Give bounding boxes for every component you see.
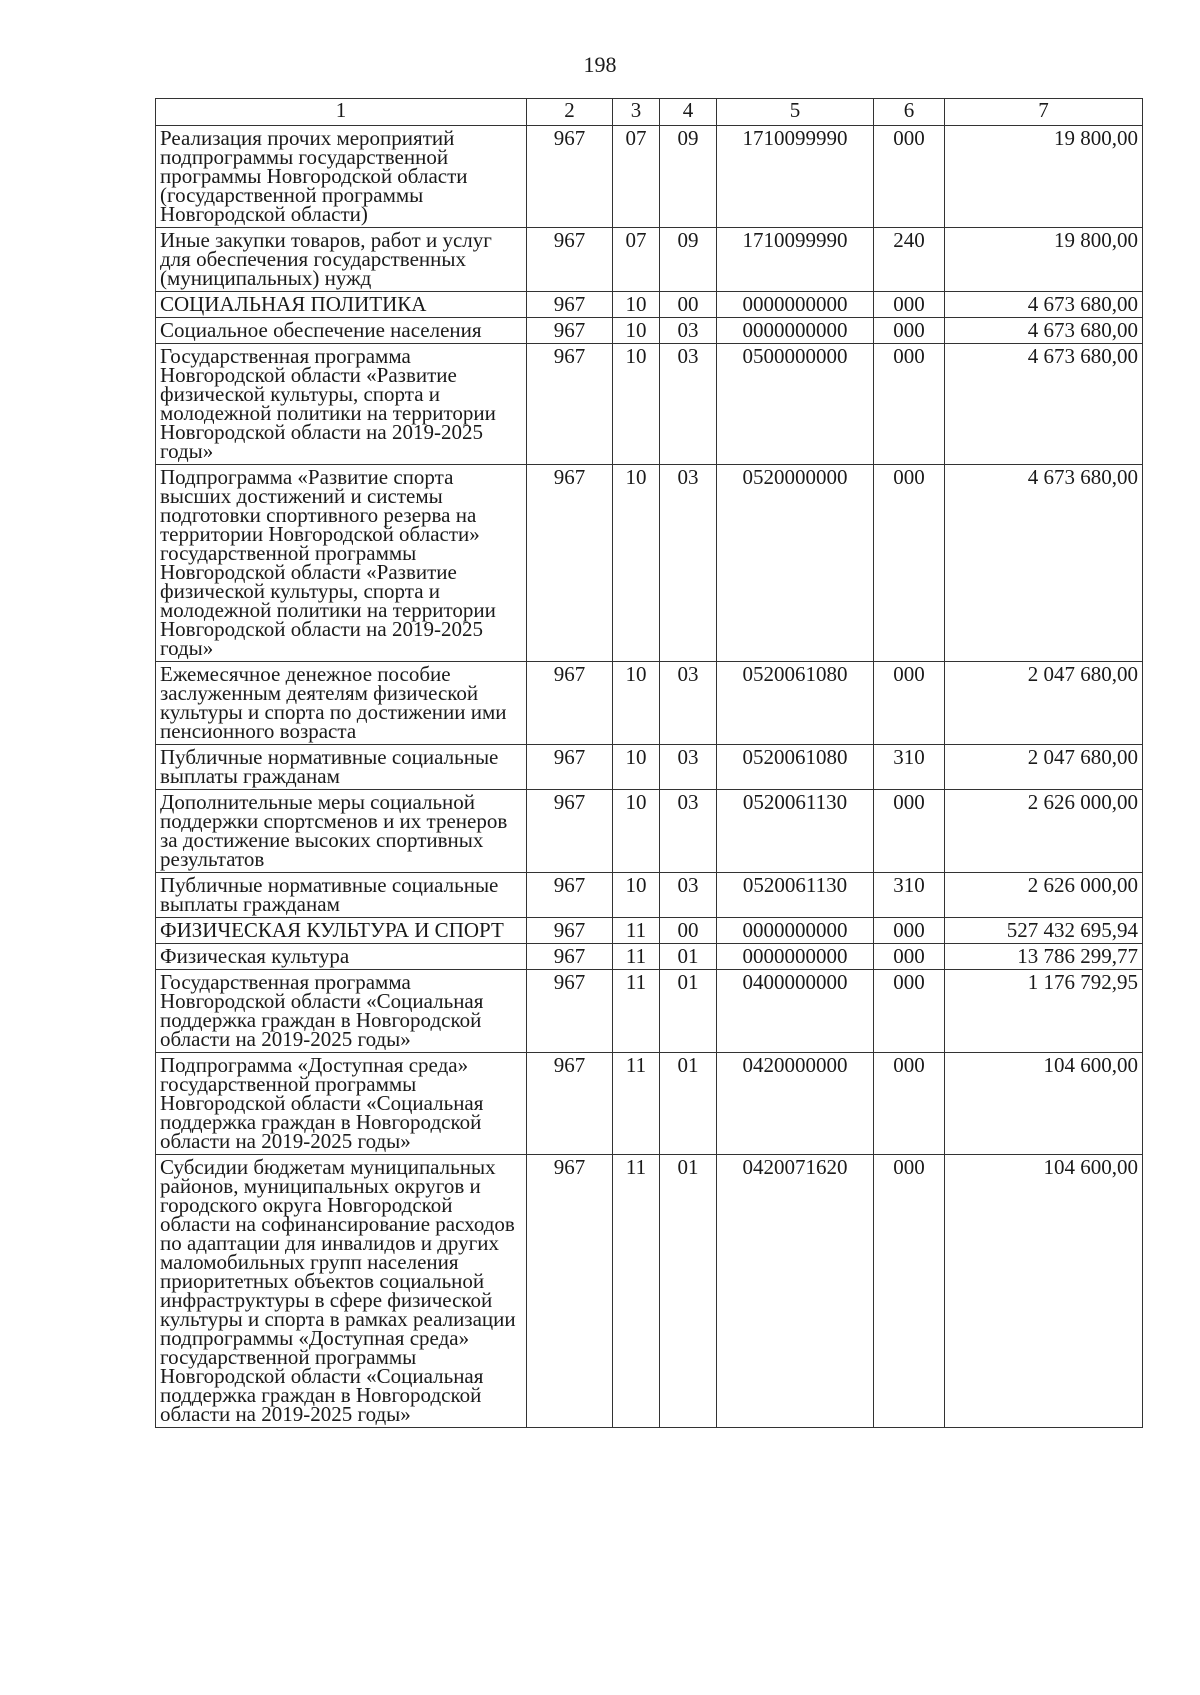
row-subsection-cell: 09 bbox=[660, 228, 717, 292]
row-subsection-cell: 01 bbox=[660, 1155, 717, 1428]
table-row bbox=[156, 126, 1143, 228]
row-subsection-cell: 03 bbox=[660, 873, 717, 918]
row-target-article-cell: 1710099990 bbox=[717, 228, 874, 292]
table-row bbox=[156, 970, 1143, 1053]
row-section-cell: 11 bbox=[613, 918, 660, 944]
table-row bbox=[156, 228, 1143, 292]
row-amount-cell: 2 626 000,00 bbox=[945, 790, 1143, 873]
row-target-article-cell: 0520061130 bbox=[717, 873, 874, 918]
row-subsection-cell: 01 bbox=[660, 970, 717, 1053]
row-grbs-cell: 967 bbox=[527, 126, 613, 228]
row-target-article-cell: 0520000000 bbox=[717, 465, 874, 662]
row-name-cell: Субсидии бюджетам муниципальных районов, муниципальных округов и городского округа Новгородской области на софинансирование расходов по адаптации для инвалидов и других маломобильных групп населения приоритетных объектов социальной инфраструктуры в сфере физической культуры и спорта в рамках реализации подпрограммы «Доступная среда» государственной программы Новгородской области «Социальная поддержка граждан в Новгородской области на 2019-2025 годы» bbox=[156, 1155, 527, 1428]
row-subsection-cell: 03 bbox=[660, 465, 717, 662]
header-cell: 4 bbox=[660, 99, 717, 126]
row-target-article-cell: 0520061130 bbox=[717, 790, 874, 873]
table-body bbox=[156, 126, 1143, 1428]
row-target-article-cell: 0000000000 bbox=[717, 918, 874, 944]
row-amount-cell: 4 673 680,00 bbox=[945, 344, 1143, 465]
row-name-cell: Подпрограмма «Доступная среда» государственной программы Новгородской области «Социальная поддержка граждан в Новгородской области на 2019-2025 годы» bbox=[156, 1053, 527, 1155]
header-cell: 3 bbox=[613, 99, 660, 126]
row-amount-cell: 104 600,00 bbox=[945, 1053, 1143, 1155]
row-subsection-cell: 00 bbox=[660, 918, 717, 944]
row-amount-cell: 527 432 695,94 bbox=[945, 918, 1143, 944]
row-grbs-cell: 967 bbox=[527, 790, 613, 873]
row-name-cell: Физическая культура bbox=[156, 944, 527, 970]
row-grbs-cell: 967 bbox=[527, 745, 613, 790]
row-grbs-cell: 967 bbox=[527, 873, 613, 918]
row-section-cell: 11 bbox=[613, 970, 660, 1053]
row-expense-type-cell: 000 bbox=[874, 292, 945, 318]
row-amount-cell: 104 600,00 bbox=[945, 1155, 1143, 1428]
row-section-cell: 07 bbox=[613, 126, 660, 228]
row-grbs-cell: 967 bbox=[527, 944, 613, 970]
table-row bbox=[156, 1053, 1143, 1155]
table-row bbox=[156, 318, 1143, 344]
table-row bbox=[156, 344, 1143, 465]
table-row bbox=[156, 918, 1143, 944]
row-subsection-cell: 03 bbox=[660, 318, 717, 344]
header-cell: 1 bbox=[156, 99, 527, 126]
row-subsection-cell: 00 bbox=[660, 292, 717, 318]
header-cell: 5 bbox=[717, 99, 874, 126]
table-row bbox=[156, 662, 1143, 745]
row-section-cell: 11 bbox=[613, 944, 660, 970]
row-target-article-cell: 0420071620 bbox=[717, 1155, 874, 1428]
row-name-cell: Социальное обеспечение населения bbox=[156, 318, 527, 344]
row-expense-type-cell: 000 bbox=[874, 944, 945, 970]
row-grbs-cell: 967 bbox=[527, 465, 613, 662]
row-section-cell: 07 bbox=[613, 228, 660, 292]
row-name-cell: Дополнительные меры социальной поддержки спортсменов и их тренеров за достижение высоких спортивных результатов bbox=[156, 790, 527, 873]
row-expense-type-cell: 000 bbox=[874, 918, 945, 944]
table-row bbox=[156, 292, 1143, 318]
row-expense-type-cell: 310 bbox=[874, 745, 945, 790]
row-expense-type-cell: 000 bbox=[874, 1155, 945, 1428]
row-section-cell: 10 bbox=[613, 465, 660, 662]
row-subsection-cell: 01 bbox=[660, 1053, 717, 1155]
row-section-cell: 10 bbox=[613, 873, 660, 918]
row-target-article-cell: 0000000000 bbox=[717, 944, 874, 970]
row-expense-type-cell: 000 bbox=[874, 344, 945, 465]
row-target-article-cell: 0500000000 bbox=[717, 344, 874, 465]
row-name-cell: Государственная программа Новгородской области «Социальная поддержка граждан в Новгородской области на 2019-2025 годы» bbox=[156, 970, 527, 1053]
row-section-cell: 10 bbox=[613, 292, 660, 318]
row-subsection-cell: 03 bbox=[660, 790, 717, 873]
table-row bbox=[156, 1155, 1143, 1428]
table-row bbox=[156, 944, 1143, 970]
row-amount-cell: 19 800,00 bbox=[945, 228, 1143, 292]
header-cell: 6 bbox=[874, 99, 945, 126]
row-subsection-cell: 03 bbox=[660, 344, 717, 465]
table-row bbox=[156, 790, 1143, 873]
row-target-article-cell: 1710099990 bbox=[717, 126, 874, 228]
row-expense-type-cell: 000 bbox=[874, 126, 945, 228]
row-target-article-cell: 0000000000 bbox=[717, 318, 874, 344]
row-amount-cell: 2 047 680,00 bbox=[945, 662, 1143, 745]
row-name-cell: Ежемесячное денежное пособие заслуженным деятелям физической культуры и спорта по достижении ими пенсионного возраста bbox=[156, 662, 527, 745]
row-subsection-cell: 03 bbox=[660, 662, 717, 745]
row-name-cell: Государственная программа Новгородской области «Развитие физической культуры, спорта и молодежной политики на территории Новгородской области на 2019-2025 годы» bbox=[156, 344, 527, 465]
row-section-cell: 11 bbox=[613, 1155, 660, 1428]
row-section-cell: 10 bbox=[613, 344, 660, 465]
row-expense-type-cell: 240 bbox=[874, 228, 945, 292]
row-expense-type-cell: 000 bbox=[874, 970, 945, 1053]
row-target-article-cell: 0520061080 bbox=[717, 662, 874, 745]
row-target-article-cell: 0520061080 bbox=[717, 745, 874, 790]
row-section-cell: 10 bbox=[613, 790, 660, 873]
row-target-article-cell: 0400000000 bbox=[717, 970, 874, 1053]
row-name-cell: Публичные нормативные социальные выплаты гражданам bbox=[156, 873, 527, 918]
table-row bbox=[156, 465, 1143, 662]
row-grbs-cell: 967 bbox=[527, 662, 613, 745]
row-section-cell: 10 bbox=[613, 318, 660, 344]
row-name-cell: Иные закупки товаров, работ и услуг для обеспечения государственных (муниципальных) нужд bbox=[156, 228, 527, 292]
row-grbs-cell: 967 bbox=[527, 344, 613, 465]
row-expense-type-cell: 000 bbox=[874, 318, 945, 344]
table-row bbox=[156, 873, 1143, 918]
row-amount-cell: 1 176 792,95 bbox=[945, 970, 1143, 1053]
row-amount-cell: 2 047 680,00 bbox=[945, 745, 1143, 790]
row-grbs-cell: 967 bbox=[527, 1155, 613, 1428]
row-expense-type-cell: 000 bbox=[874, 465, 945, 662]
row-amount-cell: 4 673 680,00 bbox=[945, 318, 1143, 344]
row-amount-cell: 4 673 680,00 bbox=[945, 292, 1143, 318]
row-amount-cell: 4 673 680,00 bbox=[945, 465, 1143, 662]
row-grbs-cell: 967 bbox=[527, 918, 613, 944]
row-expense-type-cell: 000 bbox=[874, 662, 945, 745]
row-subsection-cell: 09 bbox=[660, 126, 717, 228]
row-name-cell: Подпрограмма «Развитие спорта высших достижений и системы подготовки спортивного резерва на территории Новгородской области» государственной программы Новгородской области «Развитие физической культуры, спорта и молодежной политики на территории Новгородской области на 2019-2025 годы» bbox=[156, 465, 527, 662]
row-grbs-cell: 967 bbox=[527, 1053, 613, 1155]
row-section-cell: 10 bbox=[613, 662, 660, 745]
row-expense-type-cell: 000 bbox=[874, 790, 945, 873]
row-name-cell: Публичные нормативные социальные выплаты гражданам bbox=[156, 745, 527, 790]
row-grbs-cell: 967 bbox=[527, 318, 613, 344]
row-grbs-cell: 967 bbox=[527, 292, 613, 318]
header-row bbox=[156, 99, 1143, 126]
row-grbs-cell: 967 bbox=[527, 228, 613, 292]
page-number: 198 bbox=[583, 52, 617, 77]
row-amount-cell: 2 626 000,00 bbox=[945, 873, 1143, 918]
row-expense-type-cell: 310 bbox=[874, 873, 945, 918]
row-target-article-cell: 0000000000 bbox=[717, 292, 874, 318]
row-name-cell: Реализация прочих мероприятий подпрограммы государственной программы Новгородской области (государственной программы Новгородской области) bbox=[156, 126, 527, 228]
row-amount-cell: 19 800,00 bbox=[945, 126, 1143, 228]
row-section-cell: 10 bbox=[613, 745, 660, 790]
header-cell: 7 bbox=[945, 99, 1143, 126]
row-expense-type-cell: 000 bbox=[874, 1053, 945, 1155]
row-name-cell: ФИЗИЧЕСКАЯ КУЛЬТУРА И СПОРТ bbox=[156, 918, 527, 944]
header-cell: 2 bbox=[527, 99, 613, 126]
row-subsection-cell: 03 bbox=[660, 745, 717, 790]
row-amount-cell: 13 786 299,77 bbox=[945, 944, 1143, 970]
row-section-cell: 11 bbox=[613, 1053, 660, 1155]
row-subsection-cell: 01 bbox=[660, 944, 717, 970]
budget-table bbox=[155, 98, 1143, 1428]
table-row bbox=[156, 745, 1143, 790]
row-grbs-cell: 967 bbox=[527, 970, 613, 1053]
row-name-cell: СОЦИАЛЬНАЯ ПОЛИТИКА bbox=[156, 292, 527, 318]
row-target-article-cell: 0420000000 bbox=[717, 1053, 874, 1155]
